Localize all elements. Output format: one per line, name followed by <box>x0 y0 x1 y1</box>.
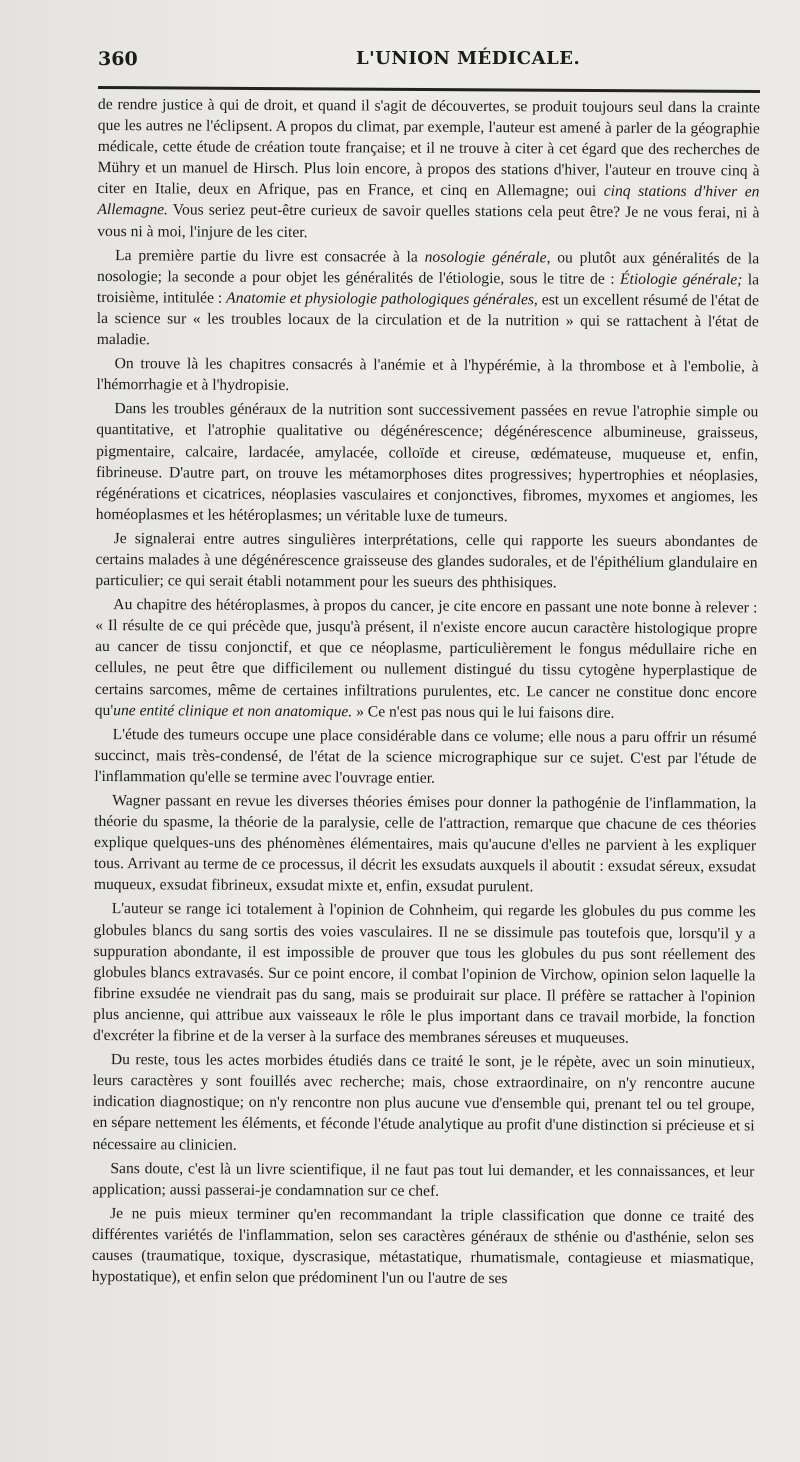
running-title: L'UNION MÉDICALE. <box>356 48 581 69</box>
paragraph <box>92 1049 755 1158</box>
text-run: Sans doute, c'est là un livre scientifique, il ne faut pas tout lui demander, et les connaissances, et leur application; aussi passerai-je condamnation sur ce chef. <box>92 1159 755 1200</box>
paragraph <box>96 398 759 528</box>
text-run: Du reste, tous les actes morbides étudiés dans ce traité le sont, je le répète, avec un soin minutieux, leurs caractères y sont fouillés avec recherche; mais, chose extraordinaire, on n'y rencontre aucune indication diagnostique; on n'y rencontre non plus aucune vue d'ensemble qui, prenant tel ou tel groupe, en sépare nettement les éléments, et féconde l'étude analytique au profit d'une distinction si précieuse et si nécessaire au clinicien. <box>92 1051 755 1154</box>
italic-text: Étiologie générale; <box>619 270 743 289</box>
text-run: Je ne puis mieux terminer qu'en recommandant la triple classification que donne ce traité des différentes variétés de l'inflammation, selon ses caractères généraux de sthénie ou d'asthénie, selon ses causes (traumatique, toxique, dyscrasique, métastatique, rhumatismale, contagieuse et miasmatique, hypostatique), et enfin selon que prédominent l'un ou l'autre de ses <box>91 1204 755 1288</box>
paragraph <box>92 1203 754 1291</box>
text-run: est un excellent résumé de l'état de la science sur « les troubles locaux de la circulation et de la nutrition » qui se rattachent à l'état de maladie. <box>96 291 759 349</box>
text-run: Vous seriez peut-être curieux de savoir quelles stations cela peut être? Je ne vous ferai, ni à vous ni à moi, l'injure de les citer. <box>97 201 760 241</box>
paragraph <box>94 724 756 791</box>
text-run: On trouve là les chapitres consacrés à l'anémie et à l'hypérémie, à la thrombose et à l'embolie, à l'hémorrhagie et à l'hydropisie. <box>96 355 759 395</box>
page-header <box>98 44 758 76</box>
text-run: la troisième, intitulée : <box>96 271 760 307</box>
article-body <box>92 94 760 1294</box>
paragraph <box>93 898 756 1049</box>
paragraph <box>97 245 760 354</box>
paragraph <box>96 353 758 399</box>
text-run: La première partie du livre est consacrée à la <box>115 246 425 266</box>
text-run: Je signalerai entre autres singulières interprétations, celle qui rapporte les sueurs abondantes de certains malades à une dégénérescence graisseuse des glandes sudorales, et de l'épithélium glandulaire en particulier; ce qui serait établi notamment pour les sueurs des phthisiques. <box>95 529 758 592</box>
paragraph <box>97 94 760 245</box>
italic-text: une entité clinique et non anatomique. <box>113 701 353 720</box>
paragraph <box>95 594 758 724</box>
text-run: Wagner passant en revue les diverses théories émises pour donner la pathogénie de l'inflammation, la théorie du spasme, la théorie de la paralysie, celle de l'attraction, remarque que chacune de ces théories explique quelques-uns des phénomènes élémentaires, mais qu'aucune d'elles ne parvient à les expliquer tous. Arrivant au terme de ce processus, il décrit les exsudats auxquels il aboutit : exsudat séreux, exsudat muqueux, exsudat fibrineux, exsudat mixte et, enfin, exsudat purulent. <box>93 792 757 896</box>
text-run: Dans les troubles généraux de la nutrition sont successivement passées en revue l'atrophie simple ou quantitative, et l'atrophie qualitative ou dégénérescence; dégénérescence albumineuse, graisseus, pigmentaire, calcaire, lardacée, amylacée, colloïde et cireuse, œdémateuse, muqueuse et, enfin, fibrineuse. D'autre part, on trouve les métamorphoses dites progressives; hypertrophies et néoplasies, régénérations et cicatrices, néoplasies vasculaires et conjonctives, fibromes, myxomes et angiomes, les homéoplasmes et les hétéroplasmes; un véritable luxe de tumeurs. <box>95 400 759 525</box>
text-run: Au chapitre des hétéroplasmes, à propos du cancer, je cite encore en passant une note bonne à relever : « Il résulte de ce qui précède que, jusqu'à présent, il n'existe encore aucun caractère histologique propre au cancer de tissu conjonctif, et que ce néoplasme, particulièrement le fongus médullaire riche en cellules, ne peut être que difficilement ou nullement distingué du tissu cytogène hyperplastique de certains sarcomes, même de certaines infiltrations purulentes, etc. Le cancer ne constitue donc encore qu' <box>94 596 758 719</box>
paragraph <box>95 528 757 595</box>
text-run: L'auteur se range ici totalement à l'opinion de Cohnheim, qui regarde les globules du pus comme les globules blancs du sang sortis des voies vasculaires. Il ne se dissimule pas toutefois que, lorsqu'il y a suppuration abondante, il est impossible de prouver que tous les globules du pus sont réellement des globules blancs extravasés. Sur ce point encore, il combat l'opinion de Virchow, opinion selon laquelle la fibrine exsudée ne viendrait pas du sang, mais se produirait sur place. Il préfère se rattacher à l'opinion plus ancienne, qui attribue aux vaisseaux le rôle le plus important dans ce travail morbide, la fonction d'excréter la fibrine et de la verser à la surface des membranes séreuses et muqueuses. <box>93 900 756 1047</box>
paragraph <box>94 790 757 899</box>
header-rule <box>98 86 760 93</box>
italic-text: cinq stations d'hiver en Allemagne. <box>97 183 760 219</box>
paragraph <box>92 1158 754 1204</box>
page-number: 360 <box>98 48 138 70</box>
text-run: » Ce n'est pas nous qui le lui faisons dire. <box>352 702 615 722</box>
italic-text: nosologie générale <box>424 248 547 267</box>
text-run: , ou plutôt aux généralités de la nosologie; la seconde a pour objet les généralités de l'étiologie, sous le titre de : <box>97 249 760 288</box>
text-run: de rendre justice à qui de droit, et quand il s'agit de découvertes, se produit toujours seul dans la crainte que les autres ne l'éclipsent. A propos du climat, par exemple, l'auteur est amené à parler de la géographie médicale, cette étude de création toute française; et il ne trouve à citer à cet égard que des recherches de Mühry et un manuel de Hirsch. Plus loin encore, à propos des stations d'hiver, l'auteur en trouve cinq à citer en Italie, deux en Afrique, pas en France, et cinq en Allemagne; oui <box>97 95 760 201</box>
italic-text: Anatomie et physiologie pathologiques générales, <box>226 289 538 309</box>
text-run: L'étude des tumeurs occupe une place considérable dans ce volume; elle nous a paru offrir un résumé succinct, mais très-condensé, de l'état de la science micrographique sur ce sujet. C'est par l'étude de l'inflammation qu'elle se termine avec l'ouvrage entier. <box>94 725 757 787</box>
